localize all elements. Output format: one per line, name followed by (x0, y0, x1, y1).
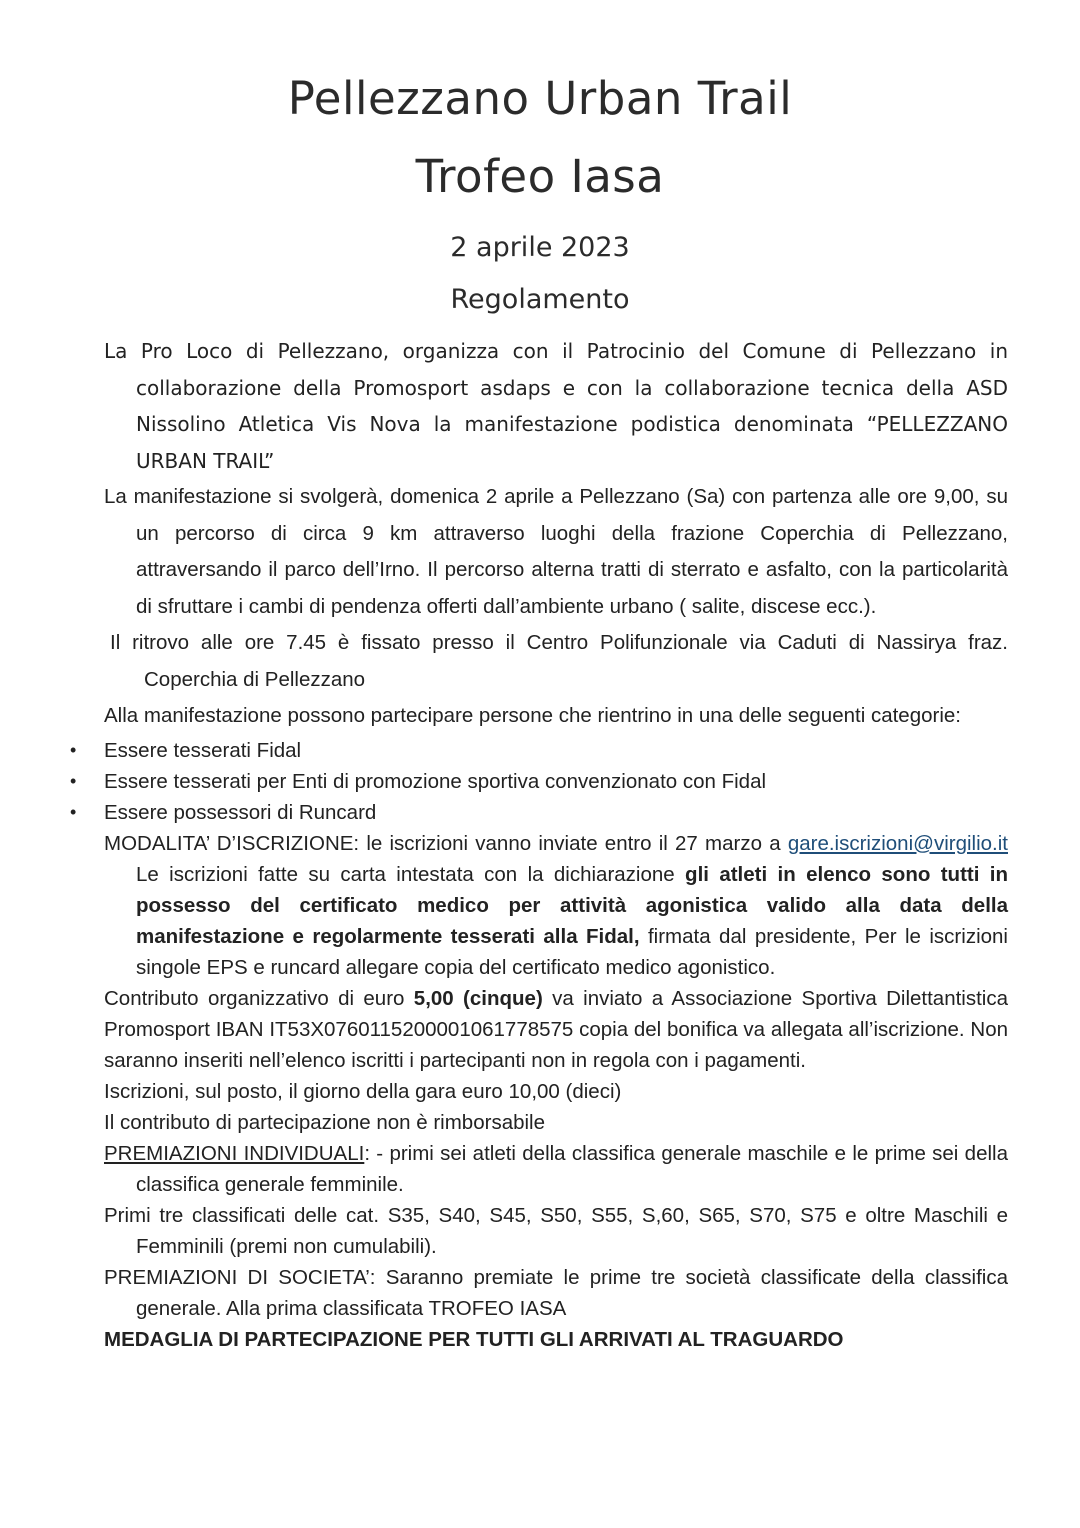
registration-email-link[interactable]: gare.iscrizioni@virgilio.it (787, 831, 1008, 855)
onsite-registration-line: Iscrizioni, sul posto, il giorno della gara euro 10,00 (dieci) (104, 1079, 622, 1103)
title-line-2: Trofeo Iasa (415, 150, 665, 203)
event-date: 2 aprile 2023 (450, 232, 630, 263)
list-item: • Essere tesserati per Enti di promozione sportiva convenzionato con Fidal (104, 766, 1008, 797)
non-refundable-line: Il contributo di partecipazione non è rimborsabile (104, 1110, 546, 1134)
registration-paragraph: MODALITA’ D’ISCRIZIONE: le iscrizioni vanno inviate entro il 27 marzo a gare.iscrizioni@virgilio.it Le iscrizioni fatte su carta intestata con la dichiarazione gli atleti in elenco sono tutti in possesso del certificato medico per attività agonistica valido alla data della manifestazione e regolarmente tesserati alla Fidal, firmata dal presidente, Per le iscrizioni singole EPS e runcard allegare copia del certificato medico agonistico. (104, 831, 1008, 979)
list-item: • Essere tesserati Fidal (104, 735, 1008, 766)
event-details-paragraph: La manifestazione si svolgerà, domenica 2 aprile a Pellezzano (Sa) con partenza alle ore 9,00, su un percorso di circa 9 km attraverso luoghi della frazione Coperchia di Pellezzano, attraversando il parco dell’Irno. Il percorso alterna tratti di sterrato e asfalto, con la particolarità di sfruttare i cambi di pendenza offerti dall’ambiente urbano ( salite, discese ecc.). (104, 485, 1008, 618)
team-awards-paragraph: PREMIAZIONI DI SOCIETA’: Saranno premiate le prime tre società classificate della classifica generale. Alla prima classificata TROFEO IASA (104, 1265, 1008, 1320)
document-subtitle: Regolamento (450, 284, 630, 315)
regulation-body (70, 333, 1009, 1355)
intro-paragraph: La Pro Loco di Pellezzano, organizza con il Patrocinio del Comune di Pellezzano in collaborazione della Promosport asdaps e con la collaborazione tecnica della ASD Nissolino Atletica Vis Nova la manifestazione podistica denominata “PELLEZZANO URBAN TRAIL” (104, 339, 1008, 473)
list-item: • Essere possessori di Runcard (104, 797, 1008, 828)
fee-paragraph: Contributo organizzativo di euro 5,00 (cinque) va inviato a Associazione Sportiva Dilettantistica Promosport IBAN IT53X0760115200001061778575 copia del bonifica va allegata all’iscrizione. Non saranno inseriti nell’elenco iscritti i partecipanti non in regola con i pagamenti. (104, 986, 1009, 1072)
fee-amount: 5,00 (cinque) (413, 986, 543, 1010)
category-awards-paragraph: Primi tre classificati delle cat. S35, S40, S45, S50, S55, S,60, S65, S70, S75 e oltre Maschili e Femminili (premi non cumulabili). (104, 1203, 1008, 1258)
eligibility-paragraph: Alla manifestazione possono partecipare persone che rientrino in una delle seguenti categorie: (104, 704, 961, 727)
bullet-icon: • (70, 770, 77, 791)
individual-awards-paragraph: PREMIAZIONI INDIVIDUALI: - primi sei atleti della classifica generale maschile e le prime sei della classifica generale femminile. (104, 1141, 1008, 1196)
individual-awards-label: PREMIAZIONI INDIVIDUALI (104, 1141, 365, 1165)
meeting-point-paragraph: Il ritrovo alle ore 7.45 è fissato presso il Centro Polifunzionale via Caduti di Nassirya fraz. Coperchia di Pellezzano (110, 631, 1008, 691)
bullet-icon: • (70, 801, 77, 822)
title-line-1: Pellezzano Urban Trail (287, 72, 793, 125)
bullet-icon: • (70, 739, 77, 760)
declaration-bold-text: gli atleti in elenco sono tutti in possesso del certificato medico per attività agonistica valido alla data della manifestazione e regolarmente tesserati alla Fidal, (136, 862, 1008, 948)
finisher-medal-line: MEDAGLIA DI PARTECIPAZIONE PER TUTTI GLI ARRIVATI AL TRAGUARDO (104, 1327, 844, 1351)
eligibility-list (70, 735, 1008, 828)
